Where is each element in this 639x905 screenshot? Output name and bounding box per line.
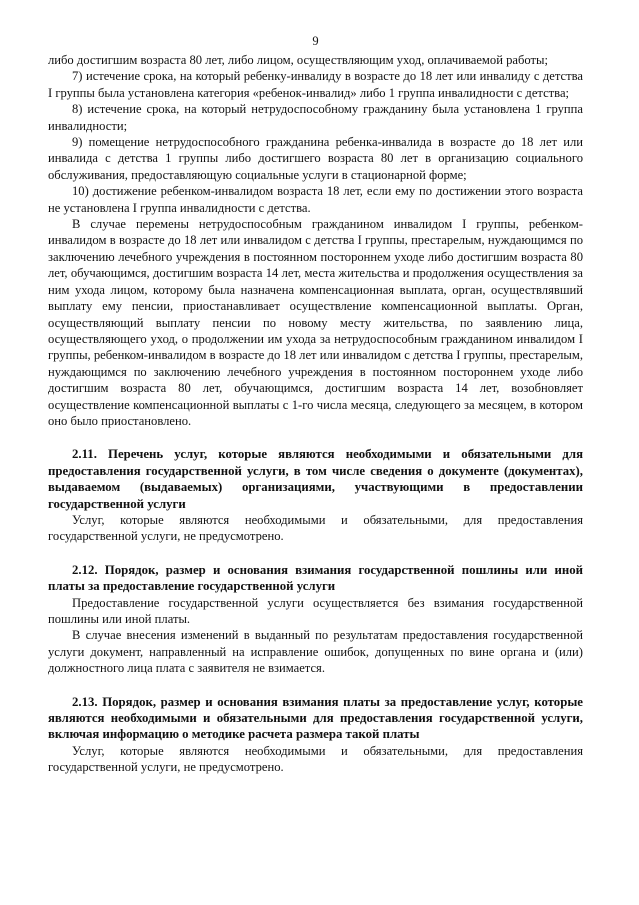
relocation-paragraph: В случае перемены нетрудоспособным гражданином инвалидом I группы, ребенком-инвалидом в возрасте до 18 лет или инвалидом с детства I группы, престарелым, нуждающимся по заключению лечебного учреждения в постоянном постороннем уходе либо достигшим возраста 80 лет, обучающимся, достигшим возраста 14 лет, места жительства и продолжения осуществления за ним ухода лицом, которому была назначена компенсационная выплата, орган, осуществлявший выплату ему пенсии, приостанавливает осуществление компенсационной выплаты. Орган, осуществляющий выплату пенсии по новому месту жительства, по заявлению лица, осуществляющего уход, о продолжении им ухода за нетрудоспособным гражданином инвалидом I группы, ребенком-инвалидом в возрасте до 18 лет или инвалидом с детства I группы, престарелым, нуждающимся по заключению лечебного учреждения в постоянном постороннем уходе либо достигшим возраста 80 лет, обучающимся, достигшим возраста 14 лет, возобновляет осуществление компенсационной выплаты с 1-го числа месяца, следующего за месяцем, в котором оно было приостановлено.: [48, 217, 583, 428]
section-2-12-heading: 2.12. Порядок, размер и основания взимания государственной пошлины или иной платы за предоставление государственной услуги: [48, 562, 583, 594]
section-2-13-text: Услуг, которые являются необходимыми и обязательными, для предоставления государственной услуги, не предусмотрено.: [48, 743, 583, 775]
section-gap: [48, 677, 583, 694]
section-2-11-heading: 2.11. Перечень услуг, которые являются необходимыми и обязательными для предоставления государственной услуги, в том числе сведения о документе (документах), выдаваемом (выдаваемых) организациями, участвующими в предоставлении государственной услуги: [48, 447, 583, 511]
list-item-9: 9) помещение нетрудоспособного гражданина ребенка-инвалида в возрасте до 18 лет или инвалида с детства 1 группы либо достигшего возраста 80 лет в организацию социального обслуживания, предоставляющую социальные услуги в стационарной форме;: [48, 135, 583, 182]
section-2-12-text-1: Предоставление государственной услуги осуществляется без взимания государственной пошлины или иной платы.: [48, 595, 583, 626]
section-gap: [48, 545, 583, 562]
list-item-7: 7) истечение срока, на который ребенку-инвалиду в возрасте до 18 лет или инвалиду с детства I группы была установлена категория «ребенок-инвалид» либо 1 группа инвалидности с детства;: [48, 69, 583, 100]
list-item-8: 8) истечение срока, на который нетрудоспособному гражданину была установлена 1 группа инвалидности;: [48, 102, 583, 133]
list-item-10: 10) достижение ребенком-инвалидом возраста 18 лет, если ему по достижении этого возраста не установлена I группа инвалидности с детства.: [48, 184, 583, 215]
page-number: 9: [312, 34, 319, 48]
section-2-12-text-2: В случае внесения изменений в выданный по результатам предоставления государственной услуги документ, направленный на исправление ошибок, допущенных по вине органа и (или) должностного лица плата с заявителя не взимается.: [48, 628, 583, 676]
section-2-11-text: Услуг, которые являются необходимыми и обязательными, для предоставления государственной услуги, не предусмотрено.: [48, 512, 583, 544]
section-gap: [48, 429, 583, 446]
section-2-13-heading: 2.13. Порядок, размер и основания взимания платы за предоставление услуг, которые являются необходимыми и обязательными для предоставления государственной услуги, включая информацию о методике расчета размера такой платы: [48, 694, 583, 742]
intro-continuation: либо достигшим возраста 80 лет, либо лицом, осуществляющим уход, оплачиваемой работы;: [48, 53, 548, 67]
